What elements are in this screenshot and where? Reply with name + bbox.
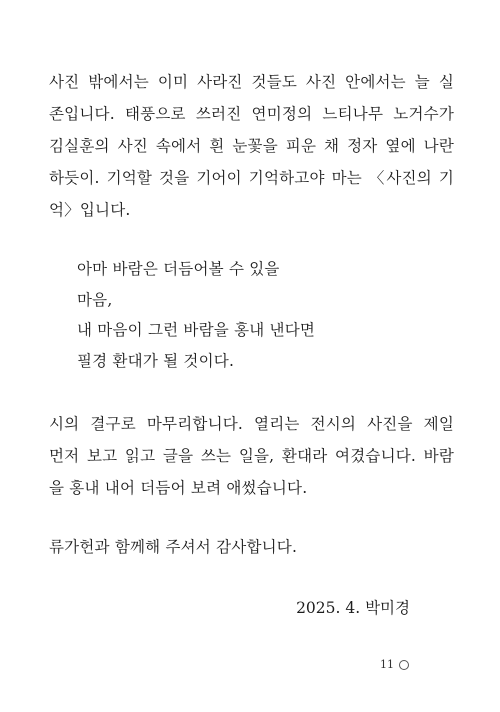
paragraph-line: 하듯이. 기억할 것을 기어이 기억하고야 마는 〈사진의 기	[49, 169, 454, 187]
paragraph-line: 을 홍내 내어 더듬어 보려 애썼습니다.	[49, 479, 308, 497]
intro-paragraph	[49, 66, 454, 226]
thanks-paragraph	[49, 531, 454, 563]
poem-quote	[77, 254, 377, 376]
poem-line: 필경 환대가 될 것이다.	[77, 351, 235, 370]
poem-line: 내 마음이 그런 바람을 홍내 낸다면	[77, 321, 316, 339]
paragraph-line: 시의 결구로 마무리합니다. 열리는 전시의 사진을 제일	[49, 415, 454, 433]
signature-date-author: 2025. 4. 박미경	[296, 599, 410, 617]
paragraph-line: 류가헌과 함께해 주셔서 감사합니다.	[49, 538, 298, 556]
poem-line: 마음,	[77, 290, 113, 309]
circle-icon	[399, 660, 409, 670]
paragraph-line: 김실훈의 사진 속에서 흰 눈꽃을 피운 채 정자 옆에 나란	[49, 137, 454, 155]
paragraph-line: 먼저 보고 읽고 글을 쓰는 일을, 환대라 여겼습니다. 바람	[49, 447, 454, 465]
paragraph-line: 존입니다. 태풍으로 쓰러진 연미정의 느티나무 노거수가	[49, 105, 454, 123]
page-number: 11	[380, 658, 394, 671]
closing-paragraph	[49, 408, 454, 504]
paragraph-line: 억〉입니다.	[49, 201, 131, 219]
paragraph-line: 사진 밖에서는 이미 사라진 것들도 사진 안에서는 늘 실	[49, 73, 454, 91]
poem-line: 아마 바람은 더듬어볼 수 있을	[77, 260, 280, 278]
page-footer	[380, 655, 409, 675]
